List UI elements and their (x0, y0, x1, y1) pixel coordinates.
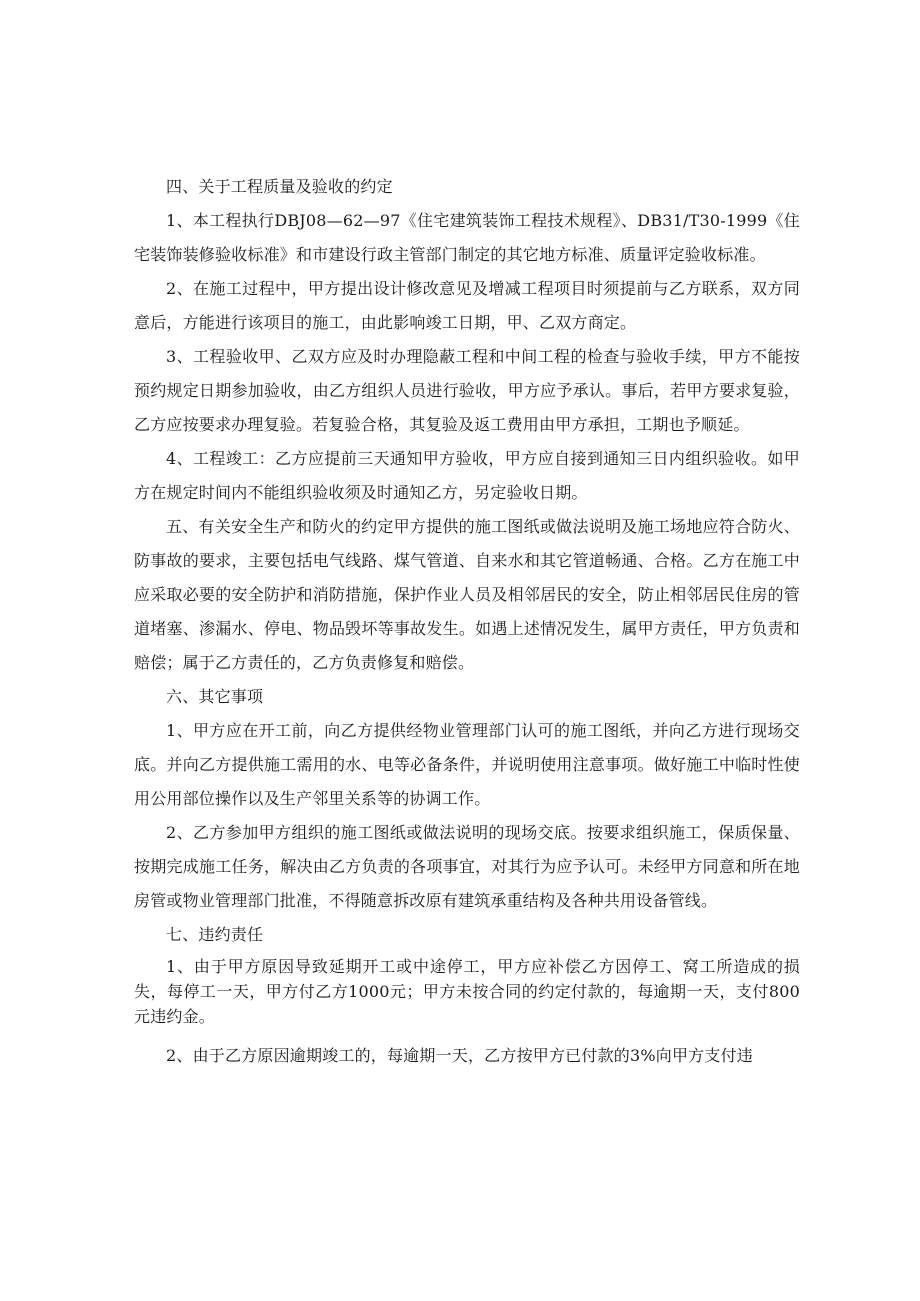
paragraph: 1、本工程执行DBJ08—62—97《住宅建筑装饰工程技术规程》、DB31/T30-1999《住宅装饰装修验收标准》和市建设行政主管部门制定的其它地方标准、质量评定验收标准。 (134, 211, 800, 264)
section-heading-quality: 四、关于工程质量及验收的约定 (166, 177, 393, 196)
paragraph: 3、工程验收甲、乙双方应及时办理隐蔽工程和中间工程的检查与验收手续，甲方不能按预约规定日期参加验收，由乙方组织人员进行验收，甲方应予承认。事后，若甲方要求复验，乙方应按要求办理复验。若复验合格，其复验及返工费用由甲方承担，工期也予顺延。 (134, 347, 800, 434)
section-heading-other: 六、其它事项 (166, 687, 264, 706)
paragraph: 1、由于甲方原因导致延期开工或中途停工，甲方应补偿乙方因停工、窝工所造成的损失，每停工一天，甲方付乙方1000元；甲方未按合同的约定付款的，每逾期一天，支付800元违约金。 (134, 957, 800, 1026)
paragraph: 4、工程竣工：乙方应提前三天通知甲方验收，甲方应自接到通知三日内组织验收。如甲方在规定时间内不能组织验收须及时通知乙方，另定验收日期。 (134, 449, 800, 502)
paragraph: 1、甲方应在开工前，向乙方提供经物业管理部门认可的施工图纸，并向乙方进行现场交底。并向乙方提供施工需用的水、电等必备条件，并说明使用注意事项。做好施工中临时性使用公用部位操作以及生产邻里关系等的协调工作。 (134, 721, 800, 808)
section-heading-breach: 七、违约责任 (166, 925, 264, 944)
document-body (134, 170, 800, 1073)
paragraph: 2、在施工过程中，甲方提出设计修改意见及增减工程项目时须提前与乙方联系，双方同意后，方能进行该项目的施工，由此影响竣工日期，甲、乙双方商定。 (134, 279, 800, 332)
paragraph: 2、乙方参加甲方组织的施工图纸或做法说明的现场交底。按要求组织施工，保质保量、按期完成施工任务，解决由乙方负责的各项事宜，对其行为应予认可。未经甲方同意和所在地房管或物业管理部门批准，不得随意拆改原有建筑承重结构及各种共用设备管线。 (134, 823, 800, 910)
paragraph: 2、由于乙方原因逾期竣工的，每逾期一天，乙方按甲方已付款的3%向甲方支付违 (166, 1046, 753, 1065)
section-paragraph-safety: 五、有关安全生产和防火的约定甲方提供的施工图纸或做法说明及施工场地应符合防火、防事故的要求，主要包括电气线路、煤气管道、自来水和其它管道畅通、合格。乙方在施工中应采取必要的安全防护和消防措施，保护作业人员及相邻居民的安全，防止相邻居民住房的管道堵塞、渗漏水、停电、物品毁坏等事故发生。如遇上述情况发生，属甲方责任，甲方负责和赔偿；属于乙方责任的，乙方负责修复和赔偿。 (134, 517, 800, 672)
